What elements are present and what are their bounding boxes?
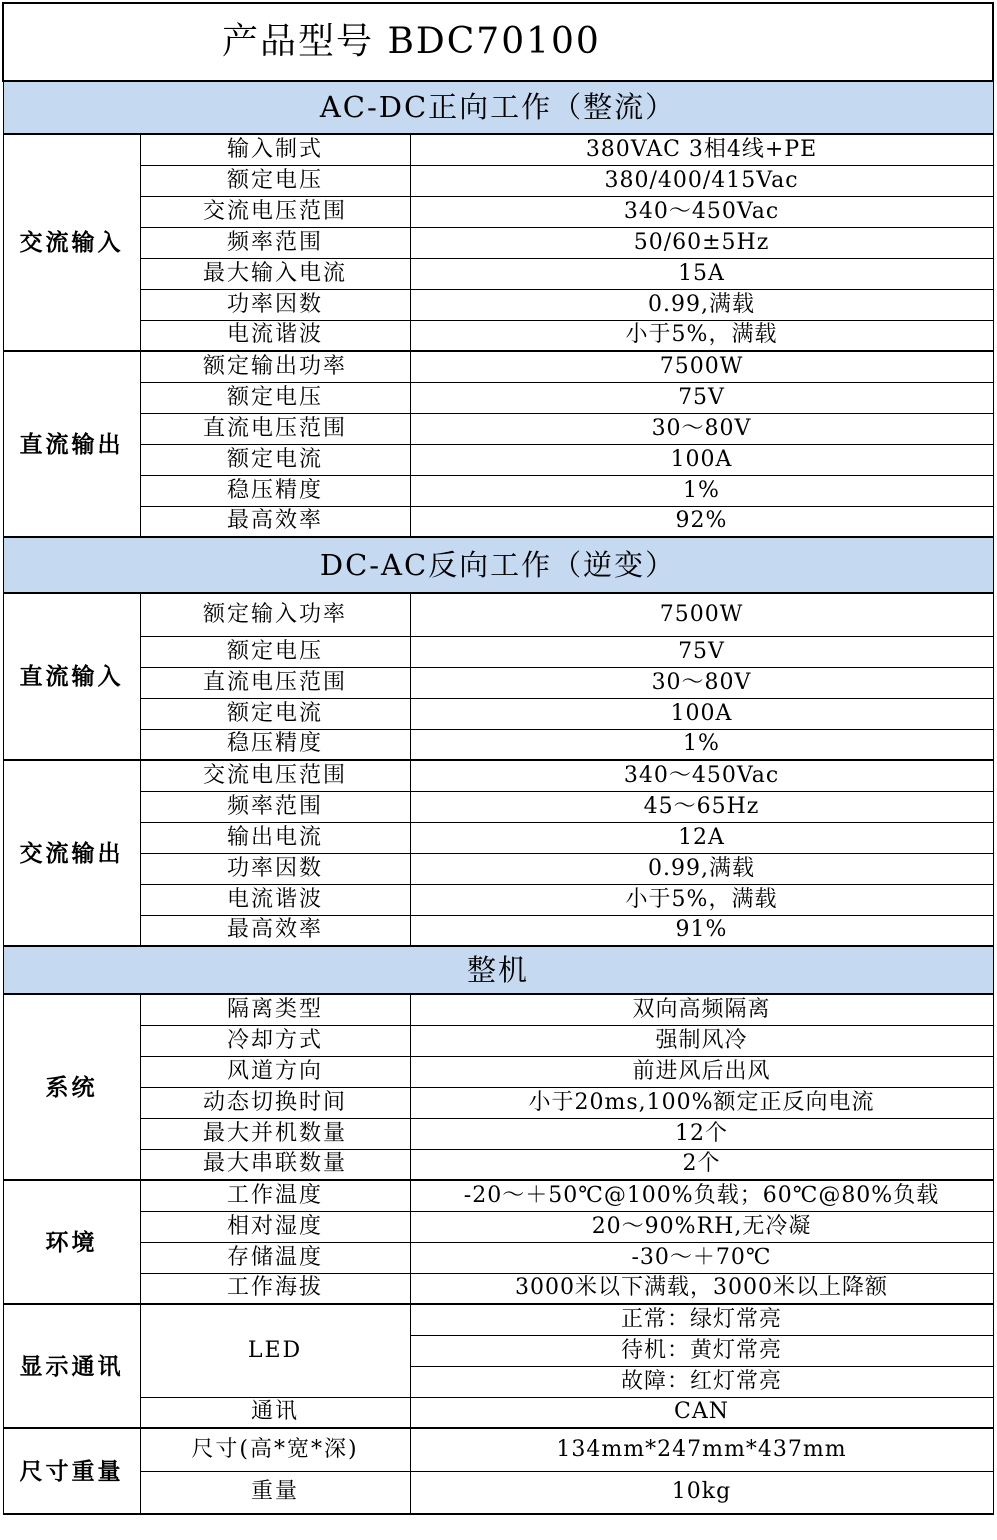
spec-row <box>3 698 993 729</box>
spec-row <box>3 1211 993 1242</box>
spec-value: 小于20ms,100%额定正反向电流 <box>410 1087 993 1118</box>
group-label: 系统 <box>3 994 140 1180</box>
spec-row <box>3 351 993 382</box>
spec-value: 7500W <box>410 593 993 636</box>
spec-value: 小于5%，满载 <box>410 320 993 351</box>
spec-label: 功率因数 <box>140 853 410 884</box>
spec-value: 双向高频隔离 <box>410 994 993 1025</box>
spec-label: 动态切换时间 <box>140 1087 410 1118</box>
group-label: 交流输出 <box>3 760 140 946</box>
spec-value: 15A <box>410 258 993 289</box>
spec-row <box>3 729 993 760</box>
spec-value: 2个 <box>410 1149 993 1180</box>
size-value: 134mm*247mm*437mm <box>410 1428 993 1471</box>
spec-value: 1% <box>410 475 993 506</box>
spec-label: 频率范围 <box>140 227 410 258</box>
spec-value: 小于5%，满载 <box>410 884 993 915</box>
group-label: 交流输入 <box>3 134 140 351</box>
spec-label: 稳压精度 <box>140 475 410 506</box>
spec-value: 91% <box>410 915 993 946</box>
spec-row <box>3 1397 993 1428</box>
spec-label: 输入制式 <box>140 134 410 165</box>
spec-row <box>3 822 993 853</box>
spec-label: 额定电流 <box>140 698 410 729</box>
spec-label: 电流谐波 <box>140 320 410 351</box>
spec-row <box>3 196 993 227</box>
group-label: 尺寸重量 <box>3 1428 140 1514</box>
spec-value: 30～80V <box>410 413 993 444</box>
weight-label: 重量 <box>140 1471 410 1514</box>
spec-value: 92% <box>410 506 993 537</box>
spec-value: 100A <box>410 444 993 475</box>
spec-row <box>3 994 993 1025</box>
spec-label: 额定输出功率 <box>140 351 410 382</box>
section-header-row <box>3 946 993 994</box>
spec-table <box>2 2 994 1515</box>
spec-value: 380/400/415Vac <box>410 165 993 196</box>
spec-row <box>3 165 993 196</box>
spec-label: 直流电压范围 <box>140 413 410 444</box>
comm-value: CAN <box>410 1397 993 1428</box>
spec-row <box>3 444 993 475</box>
spec-label: 频率范围 <box>140 791 410 822</box>
spec-label: 交流电压范围 <box>140 196 410 227</box>
spec-value: -30～＋70℃ <box>410 1242 993 1273</box>
spec-row <box>3 636 993 667</box>
group-label: 显示通讯 <box>3 1304 140 1428</box>
spec-label: 隔离类型 <box>140 994 410 1025</box>
spec-row <box>3 1273 993 1304</box>
spec-value: 45～65Hz <box>410 791 993 822</box>
spec-label: 电流谐波 <box>140 884 410 915</box>
spec-value: 0.99,满载 <box>410 289 993 320</box>
spec-value: 20～90%RH,无冷凝 <box>410 1211 993 1242</box>
spec-value: 75V <box>410 636 993 667</box>
spec-label: 输出电流 <box>140 822 410 853</box>
spec-value: 12A <box>410 822 993 853</box>
comm-label: 通讯 <box>140 1397 410 1428</box>
group-label: 环境 <box>3 1180 140 1304</box>
spec-value: -20～＋50℃@100%负载；60℃@80%负载 <box>410 1180 993 1211</box>
spec-row <box>3 1180 993 1211</box>
spec-row <box>3 1025 993 1056</box>
spec-value: 0.99,满载 <box>410 853 993 884</box>
led-state: 故障：红灯常亮 <box>410 1366 993 1397</box>
led-state: 正常：绿灯常亮 <box>410 1304 993 1335</box>
section-heading: AC-DC正向工作（整流） <box>3 81 993 134</box>
spec-row <box>3 382 993 413</box>
spec-row <box>3 1304 993 1335</box>
spec-label: 冷却方式 <box>140 1025 410 1056</box>
group-label: 直流输入 <box>3 593 140 760</box>
spec-row <box>3 760 993 791</box>
size-label: 尺寸(高*宽*深) <box>140 1428 410 1471</box>
spec-label: 交流电压范围 <box>140 760 410 791</box>
spec-value: 12个 <box>410 1118 993 1149</box>
spec-value: 3000米以下满载，3000米以上降额 <box>410 1273 993 1304</box>
spec-label: 存储温度 <box>140 1242 410 1273</box>
spec-label: 相对湿度 <box>140 1211 410 1242</box>
spec-label: 额定电压 <box>140 382 410 413</box>
spec-row <box>3 134 993 165</box>
spec-value: 前进风后出风 <box>410 1056 993 1087</box>
spec-label: 最大输入电流 <box>140 258 410 289</box>
spec-row <box>3 475 993 506</box>
spec-label: 额定电压 <box>140 165 410 196</box>
led-state: 待机：黄灯常亮 <box>410 1335 993 1366</box>
spec-row <box>3 1471 993 1514</box>
spec-label: 直流电压范围 <box>140 667 410 698</box>
spec-row <box>3 320 993 351</box>
led-label: LED <box>140 1304 410 1397</box>
spec-row <box>3 258 993 289</box>
spec-row <box>3 506 993 537</box>
spec-row <box>3 593 993 636</box>
spec-label: 最大并机数量 <box>140 1118 410 1149</box>
spec-value: 7500W <box>410 351 993 382</box>
spec-row <box>3 853 993 884</box>
spec-value: 340～450Vac <box>410 196 993 227</box>
spec-value: 1% <box>410 729 993 760</box>
spec-label: 最高效率 <box>140 915 410 946</box>
spec-value: 30～80V <box>410 667 993 698</box>
spec-row <box>3 884 993 915</box>
spec-label: 额定电流 <box>140 444 410 475</box>
spec-value: 75V <box>410 382 993 413</box>
section-heading: 整机 <box>3 946 993 994</box>
spec-row <box>3 1056 993 1087</box>
section-heading: DC-AC反向工作（逆变） <box>3 537 993 593</box>
spec-value: 强制风冷 <box>410 1025 993 1056</box>
spec-row <box>3 289 993 320</box>
spec-value: 100A <box>410 698 993 729</box>
spec-label: 风道方向 <box>140 1056 410 1087</box>
spec-row <box>3 227 993 258</box>
section-header-row <box>3 81 993 134</box>
spec-value: 340～450Vac <box>410 760 993 791</box>
spec-label: 工作温度 <box>140 1180 410 1211</box>
spec-value: 50/60±5Hz <box>410 227 993 258</box>
spec-row <box>3 1242 993 1273</box>
spec-label: 额定输入功率 <box>140 593 410 636</box>
spec-value: 380VAC 3相4线+PE <box>410 134 993 165</box>
spec-row <box>3 791 993 822</box>
spec-label: 稳压精度 <box>140 729 410 760</box>
spec-label: 最大串联数量 <box>140 1149 410 1180</box>
spec-label: 功率因数 <box>140 289 410 320</box>
product-model-title: 产品型号 BDC70100 <box>3 3 993 81</box>
spec-row <box>3 413 993 444</box>
spec-row <box>3 1149 993 1180</box>
spec-row <box>3 1087 993 1118</box>
group-label: 直流输出 <box>3 351 140 537</box>
title-row <box>3 3 993 81</box>
spec-label: 工作海拔 <box>140 1273 410 1304</box>
spec-label: 额定电压 <box>140 636 410 667</box>
spec-row <box>3 1428 993 1471</box>
spec-row <box>3 667 993 698</box>
spec-label: 最高效率 <box>140 506 410 537</box>
spec-row <box>3 915 993 946</box>
weight-value: 10kg <box>410 1471 993 1514</box>
spec-row <box>3 1118 993 1149</box>
section-header-row <box>3 537 993 593</box>
